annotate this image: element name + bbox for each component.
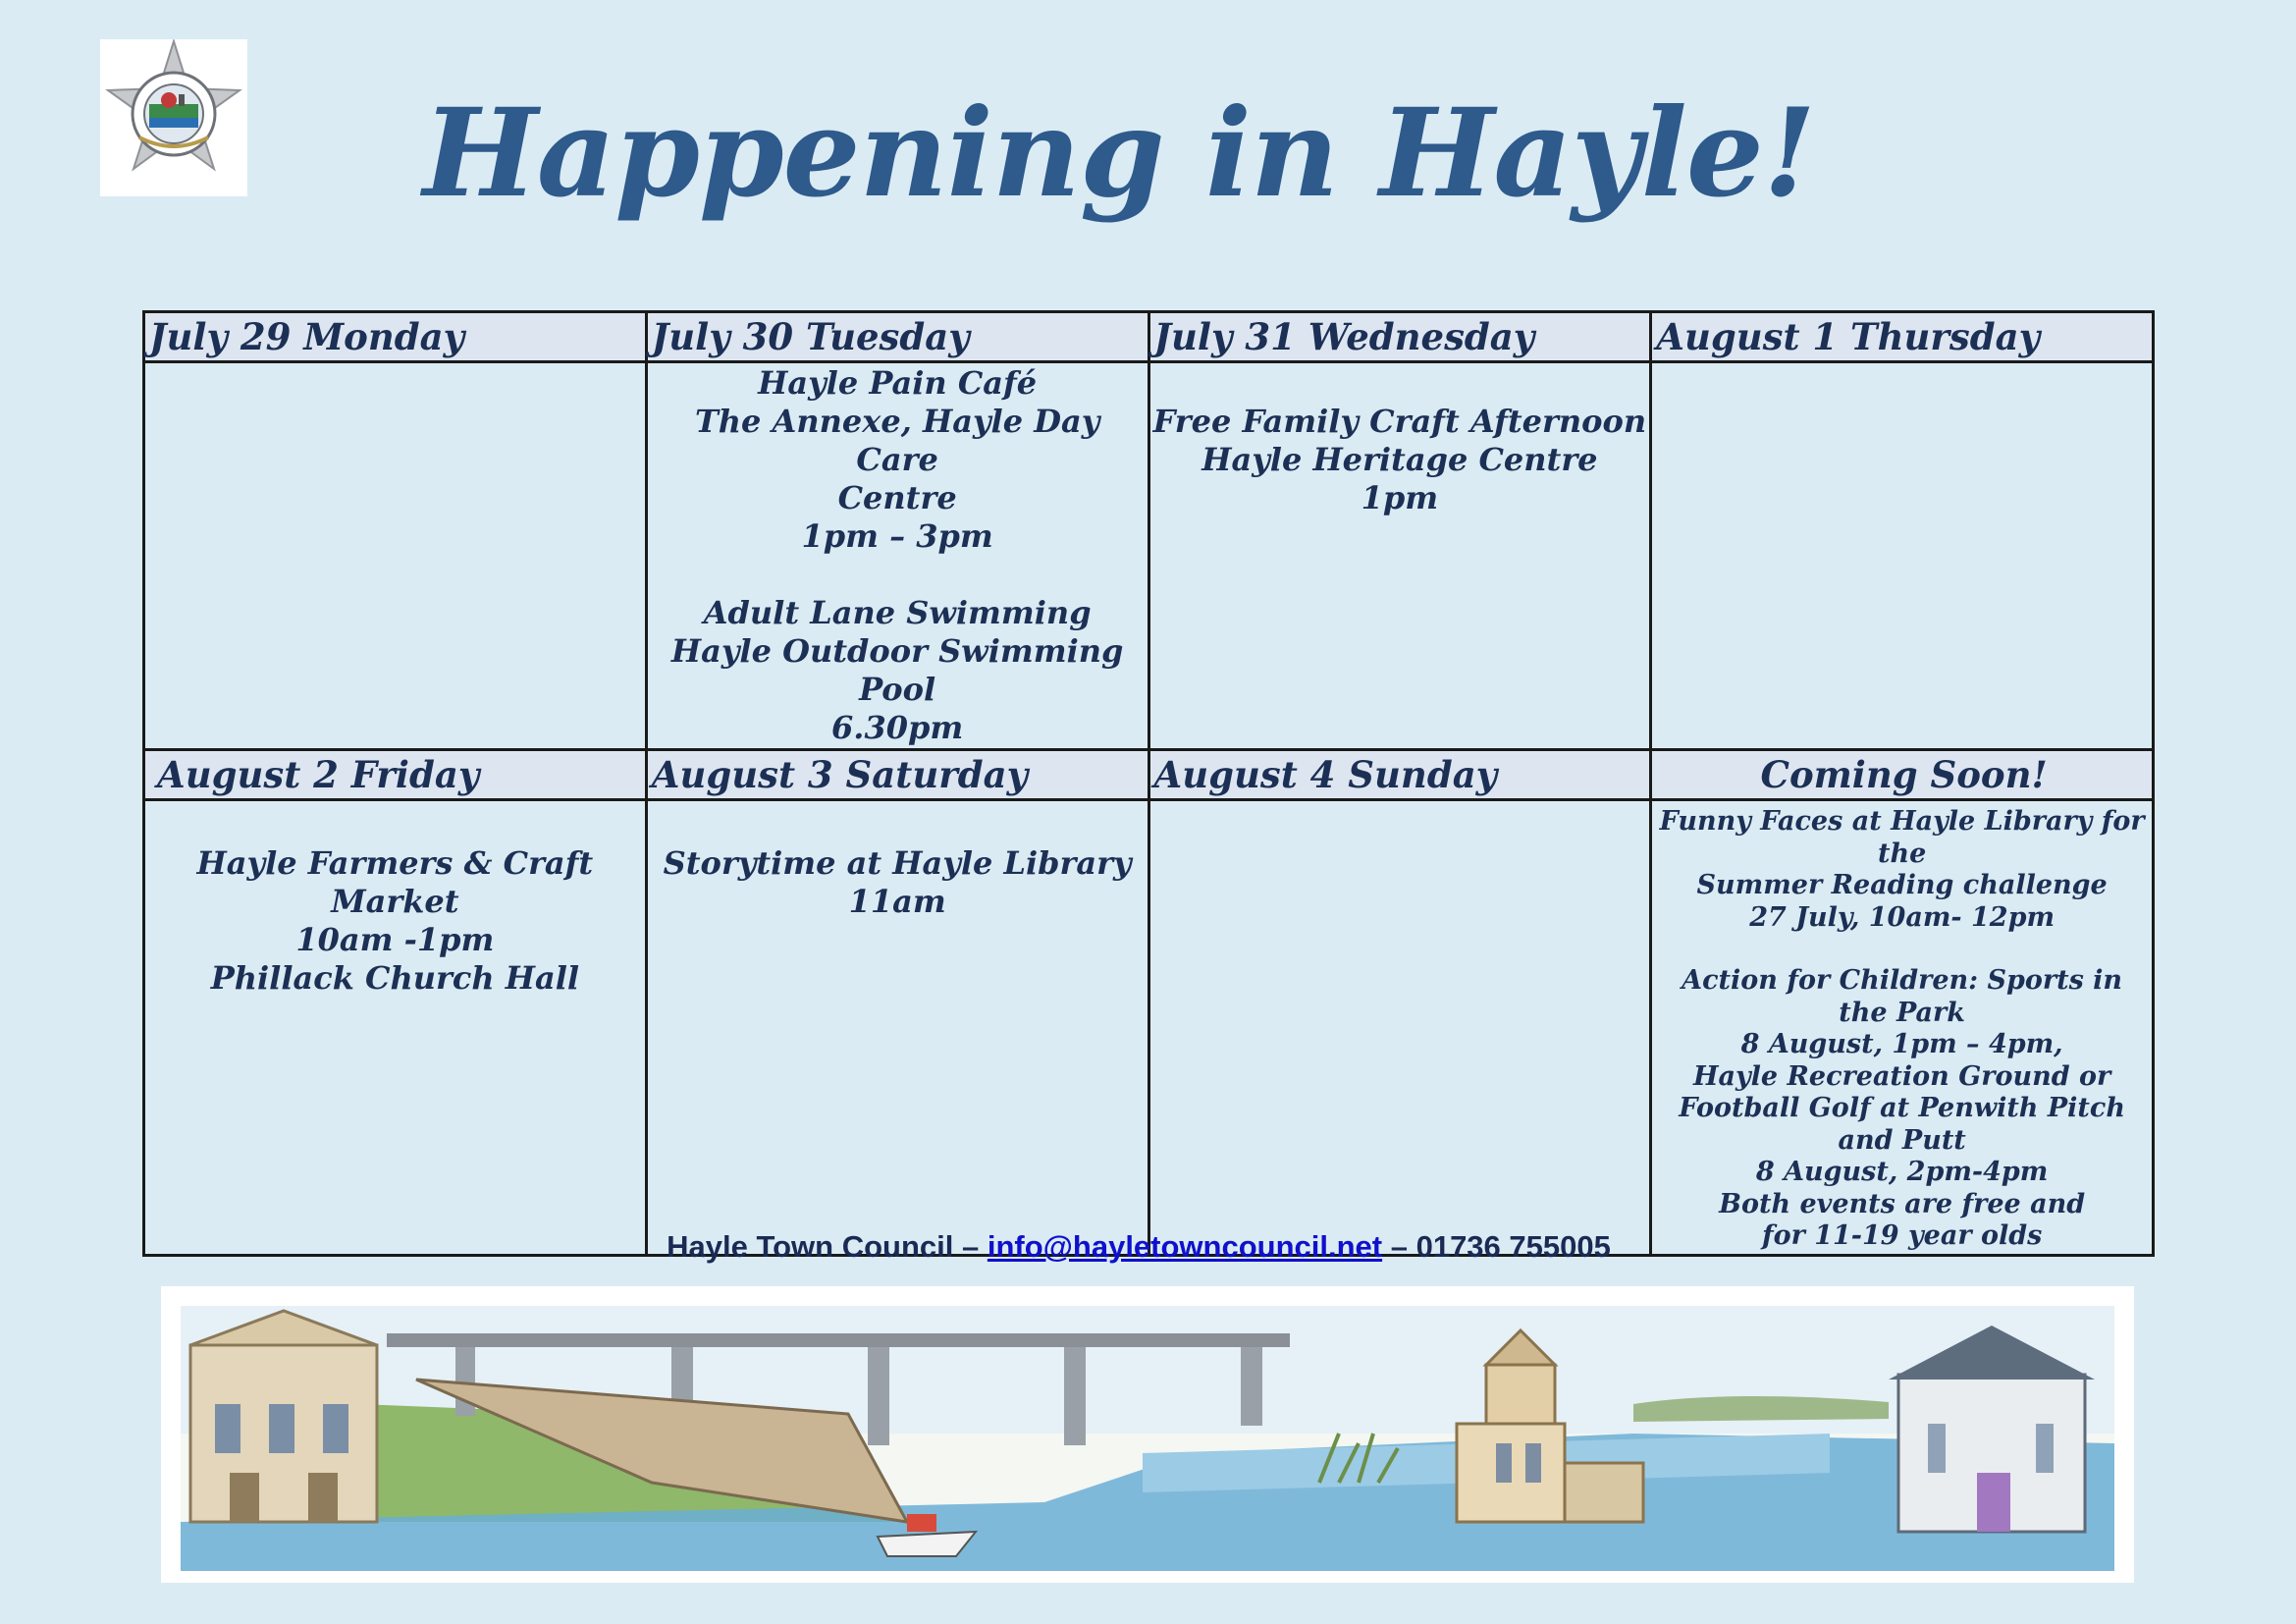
events-calendar [142, 310, 2155, 1257]
event-line: Summer Reading challenge [1696, 870, 2108, 900]
day-header-fri: August 2 Friday [144, 750, 647, 800]
contact-footer [0, 1229, 2277, 1265]
event-line: Free Family Craft Afternoon [1152, 403, 1647, 440]
event-line: Storytime at Hayle Library [663, 844, 1132, 882]
event-line: Action for Children: Sports in the Park [1682, 965, 2123, 1028]
event-line: Football Golf at Penwith Pitch and Putt [1679, 1093, 2125, 1156]
day-cell-wed [1148, 362, 1651, 750]
phone-number: – 01736 755005 [1390, 1229, 1611, 1264]
event-line: Hayle Pain Café [758, 364, 1038, 402]
event-farmers-market [146, 844, 644, 998]
event-line: 11am [848, 883, 946, 920]
event-pain-cafe [649, 364, 1147, 556]
event-line: The Annexe, Hayle Day Care [694, 403, 1100, 478]
event-line: 27 July, 10am- 12pm [1749, 901, 2056, 933]
day-cell-fri [144, 800, 647, 1256]
event-lane-swimming [649, 594, 1147, 747]
coming-soon-cell [1651, 800, 2154, 1256]
day-header-sat: August 3 Saturday [646, 750, 1148, 800]
events-row-1 [144, 362, 2154, 750]
day-cell-mon [144, 362, 647, 750]
day-cell-thu [1651, 362, 2154, 750]
event-line: 6.30pm [831, 709, 964, 746]
event-line: Centre [837, 479, 957, 516]
event-funny-faces [1653, 806, 2151, 934]
event-line: Phillack Church Hall [210, 959, 580, 997]
event-line: Hayle Outdoor Swimming Pool [670, 632, 1124, 708]
events-row-2 [144, 800, 2154, 1256]
event-line: Hayle Heritage Centre [1201, 441, 1598, 478]
event-line: Funny Faces at Hayle Library for the [1659, 806, 2145, 869]
event-line: Both events are free and [1719, 1188, 2086, 1219]
event-line: 1pm [1361, 479, 1439, 516]
day-cell-sun [1148, 800, 1651, 1256]
event-line: for 11-19 year olds [1761, 1220, 2043, 1251]
day-header-tue: July 30 Tuesday [646, 312, 1148, 362]
day-header-thu: August 1 Thursday [1651, 312, 2154, 362]
event-line: 1pm – 3pm [801, 517, 993, 555]
event-line: 8 August, 2pm-4pm [1755, 1157, 2049, 1187]
hayle-illustration-banner [161, 1286, 2134, 1583]
event-line: Hayle Farmers & Craft Market [196, 844, 594, 920]
day-header-mon: July 29 Monday [144, 312, 647, 362]
coming-soon-header: Coming Soon! [1651, 750, 2154, 800]
event-sports-in-park [1653, 965, 2151, 1253]
event-line: Adult Lane Swimming [703, 594, 1092, 631]
day-cell-tue [646, 362, 1148, 750]
event-family-craft [1151, 403, 1649, 517]
town-scene-illustration [161, 1286, 2134, 1583]
event-line: 8 August, 1pm – 4pm, [1740, 1029, 2063, 1059]
header-row-1 [144, 312, 2154, 362]
event-line: Hayle Recreation Ground or [1692, 1060, 2111, 1092]
page-title: Happening in Hayle! [422, 82, 1816, 225]
day-cell-sat [646, 800, 1148, 1256]
event-line: 10am -1pm [295, 921, 495, 958]
header-row-2 [144, 750, 2154, 800]
event-storytime [649, 844, 1147, 921]
day-header-wed: July 31 Wednesday [1148, 312, 1651, 362]
day-header-sun: August 4 Sunday [1148, 750, 1651, 800]
email-link[interactable]: info@hayletowncouncil.net [987, 1229, 1383, 1264]
council-name: Hayle Town Council – [667, 1229, 980, 1264]
